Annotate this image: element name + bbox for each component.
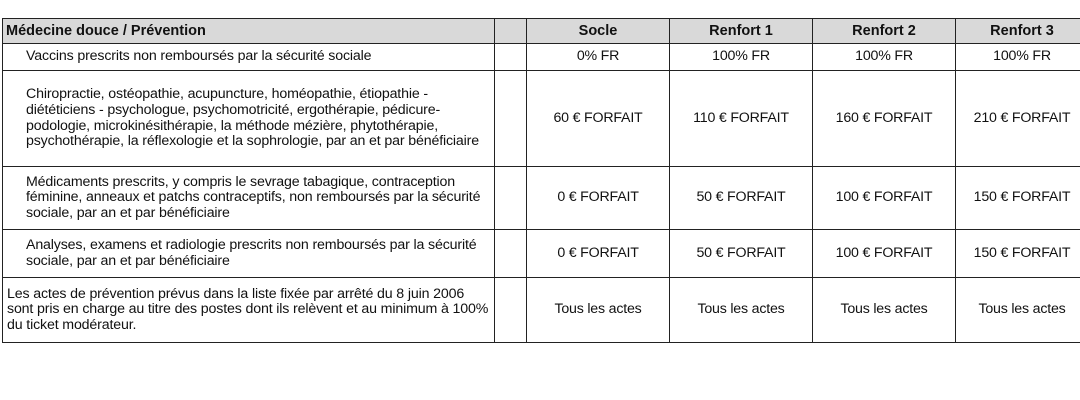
cell-socle: Tous les actes [527,278,670,343]
column-header-renfort-3: Renfort 3 [956,19,1080,44]
cell-renfort-2: 100 € FORFAIT [813,167,956,230]
table-row [3,167,1080,230]
cell-socle: 0% FR [527,44,670,71]
cell-renfort-2: 160 € FORFAIT [813,71,956,167]
row-label: Les actes de prévention prévus dans la liste fixée par arrêté du 8 juin 2006 sont pris en charge au titre des postes dont ils relèvent et au minimum à 100% du ticket modérateur. [3,278,495,343]
table-row [3,44,1080,71]
cell-socle: 60 € FORFAIT [527,71,670,167]
row-label: Médicaments prescrits, y compris le sevrage tabagique, contraception féminine, anneaux et patchs contraceptifs, non remboursés par la sécurité sociale, par an et par bénéficiaire [3,167,495,230]
cell-renfort-1: 50 € FORFAIT [670,167,813,230]
row-label: Chiropractie, ostéopathie, acupuncture, homéopathie, étiopathie - diététiciens - psychologue, psychomotricité, ergothérapie, pédicure-podologie, microkinésithérapie, la méthode mézière, phytothérapie, psychothérapie, la réflexologie et la sophrologie, par an et par bénéficiaire [3,71,495,167]
spacer-cell [495,167,527,230]
column-header-renfort-1: Renfort 1 [670,19,813,44]
cell-socle: 0 € FORFAIT [527,167,670,230]
cell-socle: 0 € FORFAIT [527,230,670,278]
column-header-renfort-2: Renfort 2 [813,19,956,44]
guarantee-table [2,18,1080,343]
spacer-cell [495,44,527,71]
table-header-row [3,19,1080,44]
column-header-socle: Socle [527,19,670,44]
cell-renfort-1: Tous les actes [670,278,813,343]
cell-renfort-1: 100% FR [670,44,813,71]
cell-renfort-2: 100% FR [813,44,956,71]
spacer-cell [495,230,527,278]
table-row [3,71,1080,167]
table-row [3,278,1080,343]
cell-renfort-3: 150 € FORFAIT [956,167,1080,230]
cell-renfort-1: 50 € FORFAIT [670,230,813,278]
cell-renfort-3: 150 € FORFAIT [956,230,1080,278]
row-label: Analyses, examens et radiologie prescrits non remboursés par la sécurité sociale, par an et par bénéficiaire [3,230,495,278]
header-spacer-cell [495,19,527,44]
row-label: Vaccins prescrits non remboursés par la sécurité sociale [3,44,495,71]
cell-renfort-2: 100 € FORFAIT [813,230,956,278]
cell-renfort-3: 210 € FORFAIT [956,71,1080,167]
section-title: Médecine douce / Prévention [3,19,495,44]
cell-renfort-3: 100% FR [956,44,1080,71]
spacer-cell [495,71,527,167]
cell-renfort-3: Tous les actes [956,278,1080,343]
cell-renfort-1: 110 € FORFAIT [670,71,813,167]
spacer-cell [495,278,527,343]
table-row [3,230,1080,278]
cell-renfort-2: Tous les actes [813,278,956,343]
